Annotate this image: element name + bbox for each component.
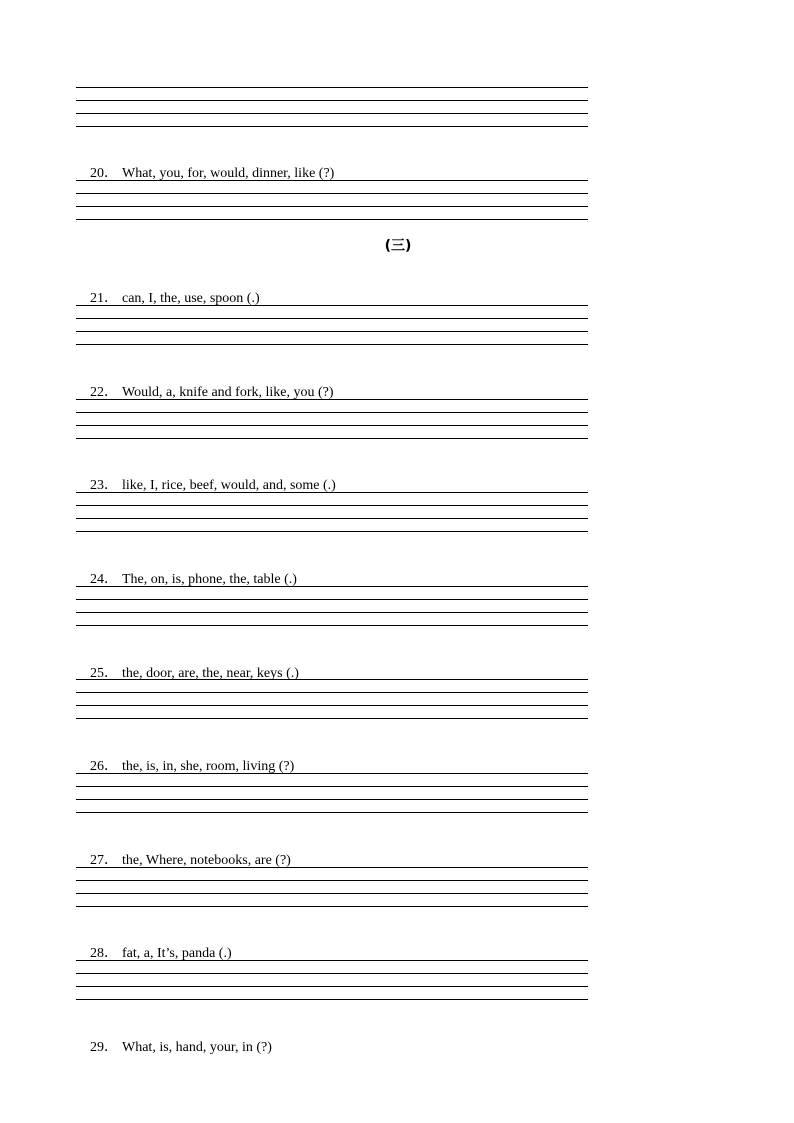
question-words: the, door, are, the, near, keys (.) — [122, 666, 299, 681]
section-heading: (三) — [384, 238, 412, 254]
question-words: the, is, in, she, room, living (?) — [122, 759, 295, 774]
answer-line — [76, 126, 588, 127]
question-27 — [76, 831, 291, 868]
answer-line — [76, 960, 588, 961]
question-22 — [76, 363, 334, 400]
question-28 — [76, 924, 232, 961]
answer-line — [76, 399, 588, 400]
answer-line — [76, 492, 588, 493]
question-words: What, is, hand, your, in (?) — [122, 1040, 272, 1055]
question-number: 23． — [90, 478, 118, 493]
answer-lines-19 — [76, 87, 588, 127]
answer-line — [76, 906, 588, 907]
answer-line — [76, 518, 588, 519]
answer-line — [76, 438, 588, 439]
answer-line — [76, 812, 588, 813]
question-24 — [76, 550, 297, 587]
answer-line — [76, 344, 588, 345]
answer-line — [76, 973, 588, 974]
answer-lines-24 — [76, 586, 588, 626]
answer-line — [76, 425, 588, 426]
answer-lines-22 — [76, 399, 588, 439]
question-number: 24． — [90, 572, 118, 587]
question-29 — [76, 1018, 272, 1055]
question-number: 26． — [90, 759, 118, 774]
answer-line — [76, 87, 588, 88]
question-number: 25． — [90, 666, 118, 681]
question-number: 21． — [90, 291, 118, 306]
answer-line — [76, 786, 588, 787]
answer-line — [76, 531, 588, 532]
answer-line — [76, 999, 588, 1000]
answer-line — [76, 219, 588, 220]
question-words: the, Where, notebooks, are (?) — [122, 853, 291, 868]
question-number: 27． — [90, 853, 118, 868]
question-23 — [76, 456, 336, 493]
question-26 — [76, 737, 295, 774]
question-25 — [76, 644, 299, 681]
answer-line — [76, 705, 588, 706]
answer-lines-27 — [76, 867, 588, 907]
answer-lines-20 — [76, 180, 588, 220]
answer-line — [76, 612, 588, 613]
answer-lines-25 — [76, 679, 588, 719]
answer-line — [76, 625, 588, 626]
answer-line — [76, 412, 588, 413]
answer-line — [76, 505, 588, 506]
answer-line — [76, 799, 588, 800]
answer-line — [76, 718, 588, 719]
answer-line — [76, 318, 588, 319]
question-words: What, you, for, would, dinner, like (?) — [122, 166, 335, 181]
answer-line — [76, 180, 588, 181]
answer-line — [76, 586, 588, 587]
answer-lines-23 — [76, 492, 588, 532]
question-number: 20． — [90, 166, 118, 181]
answer-line — [76, 599, 588, 600]
answer-line — [76, 986, 588, 987]
answer-line — [76, 773, 588, 774]
answer-lines-26 — [76, 773, 588, 813]
question-words: The, on, is, phone, the, table (.) — [122, 572, 297, 587]
question-21 — [76, 269, 260, 306]
answer-line — [76, 867, 588, 868]
answer-line — [76, 893, 588, 894]
answer-line — [76, 880, 588, 881]
answer-lines-28 — [76, 960, 588, 1000]
question-words: can, I, the, use, spoon (.) — [122, 291, 260, 306]
answer-line — [76, 193, 588, 194]
question-number: 22． — [90, 385, 118, 400]
answer-line — [76, 206, 588, 207]
answer-line — [76, 692, 588, 693]
answer-line — [76, 100, 588, 101]
question-number: 28． — [90, 946, 118, 961]
answer-line — [76, 679, 588, 680]
question-words: fat, a, It’s, panda (.) — [122, 946, 232, 961]
question-20 — [76, 144, 335, 181]
question-number: 29． — [90, 1040, 118, 1055]
question-words: like, I, rice, beef, would, and, some (.) — [122, 478, 336, 493]
answer-line — [76, 305, 588, 306]
question-words: Would, a, knife and fork, like, you (?) — [122, 385, 334, 400]
answer-lines-21 — [76, 305, 588, 345]
answer-line — [76, 113, 588, 114]
answer-line — [76, 331, 588, 332]
